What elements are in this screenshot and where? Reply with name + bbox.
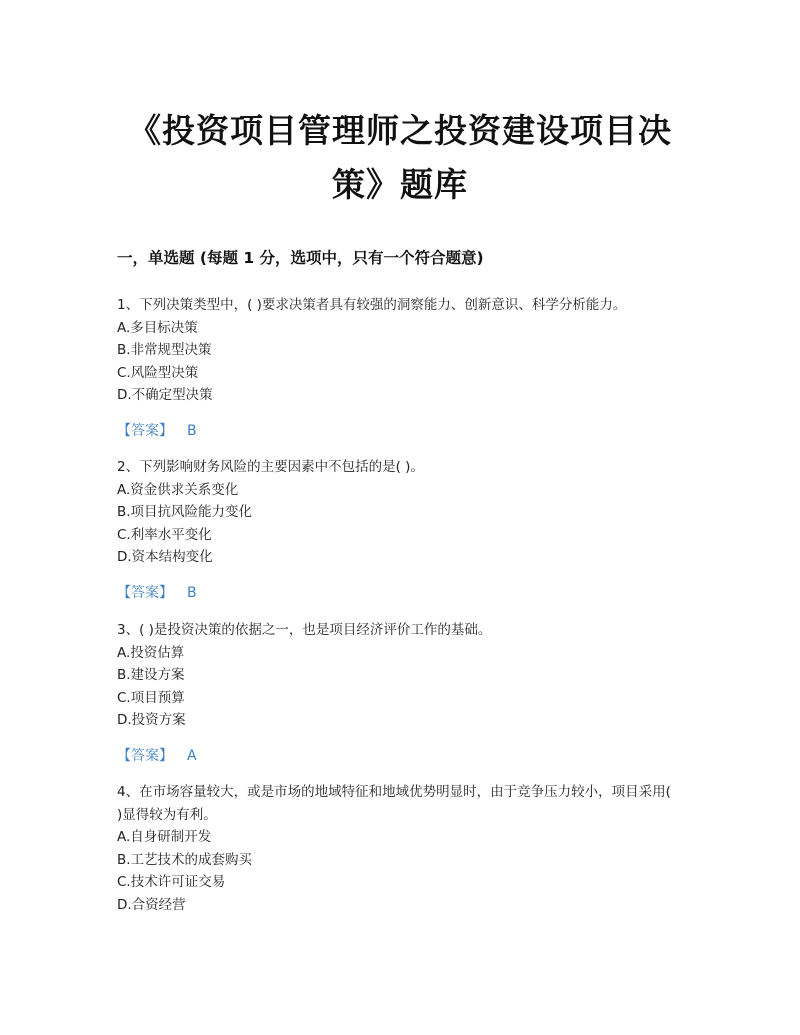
- answer-label: 【答案】: [117, 747, 173, 764]
- answer-line: [117, 582, 677, 604]
- question-3: [117, 619, 677, 767]
- question-stem: 3、( )是投资决策的依据之一，也是项目经济评价工作的基础。: [117, 622, 492, 638]
- option-a: A.投资估算: [117, 644, 185, 661]
- answer-value: B: [187, 422, 197, 439]
- option-c: C.技术许可证交易: [117, 874, 226, 890]
- option-b: B.工艺技术的成套购买: [117, 851, 253, 868]
- question-stem: 4、在市场容量较大，或是市场的地域特征和地域优势明显时，由于竞争压力较小，项目采用( )显得较为有利。: [117, 784, 671, 823]
- option-d: D.投资方案: [117, 712, 186, 728]
- question-1: [117, 294, 677, 442]
- answer-value: B: [187, 584, 197, 601]
- question-2: [117, 456, 677, 604]
- option-b: B.项目抗风险能力变化: [117, 504, 253, 520]
- option-d: D.合资经营: [117, 896, 186, 913]
- question-4: [117, 781, 677, 916]
- option-c: C.项目预算: [117, 689, 185, 706]
- option-d: D.资本结构变化: [117, 549, 213, 565]
- option-c: C.利率水平变化: [117, 526, 212, 543]
- option-a: A.自身研制开发: [117, 829, 212, 845]
- title-line-2: 策》题库: [332, 165, 468, 204]
- section-heading: 一，单选题 (每题 1 分，选项中，只有一个符合题意): [117, 249, 484, 267]
- option-b: B.建设方案: [117, 667, 185, 683]
- question-stem: 1、下列决策类型中，( )要求决策者具有较强的洞察能力、创新意识、科学分析能力。: [117, 297, 627, 313]
- answer-label: 【答案】: [117, 584, 173, 601]
- answer-label: 【答案】: [117, 422, 173, 439]
- answer-line: [117, 420, 677, 442]
- title-line-1: 《投资项目管理师之投资建设项目决: [128, 111, 672, 150]
- option-c: C.风险型决策: [117, 364, 199, 381]
- option-a: A.资金供求关系变化: [117, 481, 239, 498]
- document-title: [100, 104, 700, 212]
- question-stem: 2、下列影响财务风险的主要因素中不包括的是( )。: [117, 459, 424, 475]
- answer-value: A: [187, 747, 197, 764]
- option-b: B.非常规型决策: [117, 342, 212, 358]
- option-a: A.多目标决策: [117, 319, 198, 336]
- answer-line: [117, 745, 677, 767]
- option-d: D.不确定型决策: [117, 387, 213, 403]
